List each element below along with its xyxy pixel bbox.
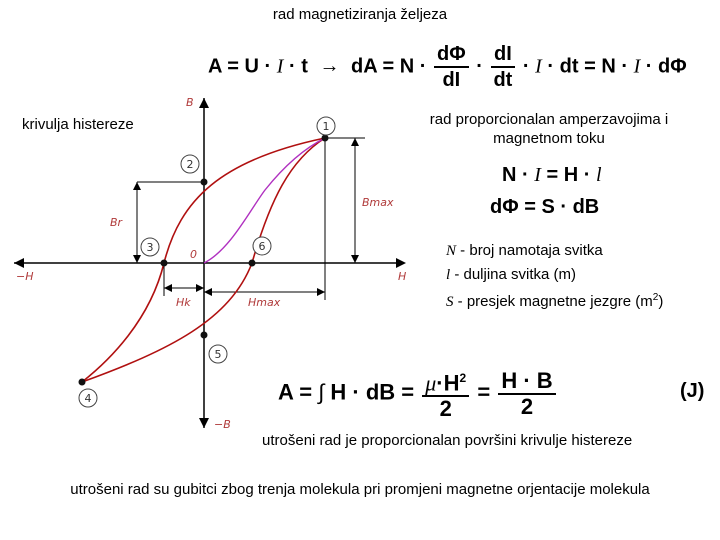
bmax-label: Bmax [362,196,394,209]
b-axis-arrow-top [199,98,209,108]
svg-text:6: 6 [258,240,266,253]
energy-unit: (J) [680,380,705,402]
b-axis-arrow-bottom [199,418,209,428]
svg-text:2: 2 [186,158,194,171]
axis-label-minus-b: −B [214,418,231,431]
work-proportional-note: rad proporcionalan amperzavojima i magnetnom toku [429,111,669,147]
point-6 [249,260,256,267]
legend-l: l - duljina svitka (m) [446,266,577,283]
legend-s: S - presjek magnetne jezgre $(m^2)$ [446,292,664,310]
work-equation: A = U · I · t → dA = N · $\frac{d\Phi}{dI}$ · $\frac{dI}{dt}$ · I · dt = N · I · dΦ [208,43,687,91]
marker-6 [253,237,271,255]
marker-3 [141,238,159,256]
point-4 [79,379,86,386]
axis-label-h: H [398,270,407,283]
h-axis-arrow-left [14,258,24,268]
marker-5 [209,345,227,363]
origin-label: 0 [190,248,197,261]
svg-text:5: 5 [214,348,222,361]
hk-label: Hk [176,296,191,309]
flux-equation: dΦ = S · dB [490,196,600,218]
area-note: utrošeni rad je proporcionalan površini krivulje histereze [262,432,633,449]
svg-text:4: 4 [84,392,92,405]
axis-label-b: B [186,96,194,109]
br-label: Br [110,216,123,229]
energy-equation: A = ∫ H · dB = $\frac{\mu\cdot H^2}{2}$ = $\frac{H \cdot B}{2}$ [278,366,558,421]
svg-text:3: 3 [146,241,154,254]
h-axis-arrow-right [396,258,406,268]
loss-note: utrošeni rad su gubitci zbog trenja molekula pri promjeni magnetne orjentacije molekula [70,481,650,498]
point-5 [201,332,208,339]
hmax-label: Hmax [248,296,281,309]
page-title: rad magnetiziranja željeza [272,6,448,23]
marker-1 [317,117,335,135]
point-2 [201,179,208,186]
hysteresis-label: krivulja histereze [22,116,134,133]
marker-2 [181,155,199,173]
point-3 [161,260,168,267]
ampere-turns-equation: N · I = H · l [502,164,602,186]
svg-text:1: 1 [322,120,330,133]
legend-n: N - broj namotaja svitka [446,242,603,259]
point-1 [322,135,329,142]
marker-4 [79,389,97,407]
axis-label-minus-h: −H [16,270,34,283]
